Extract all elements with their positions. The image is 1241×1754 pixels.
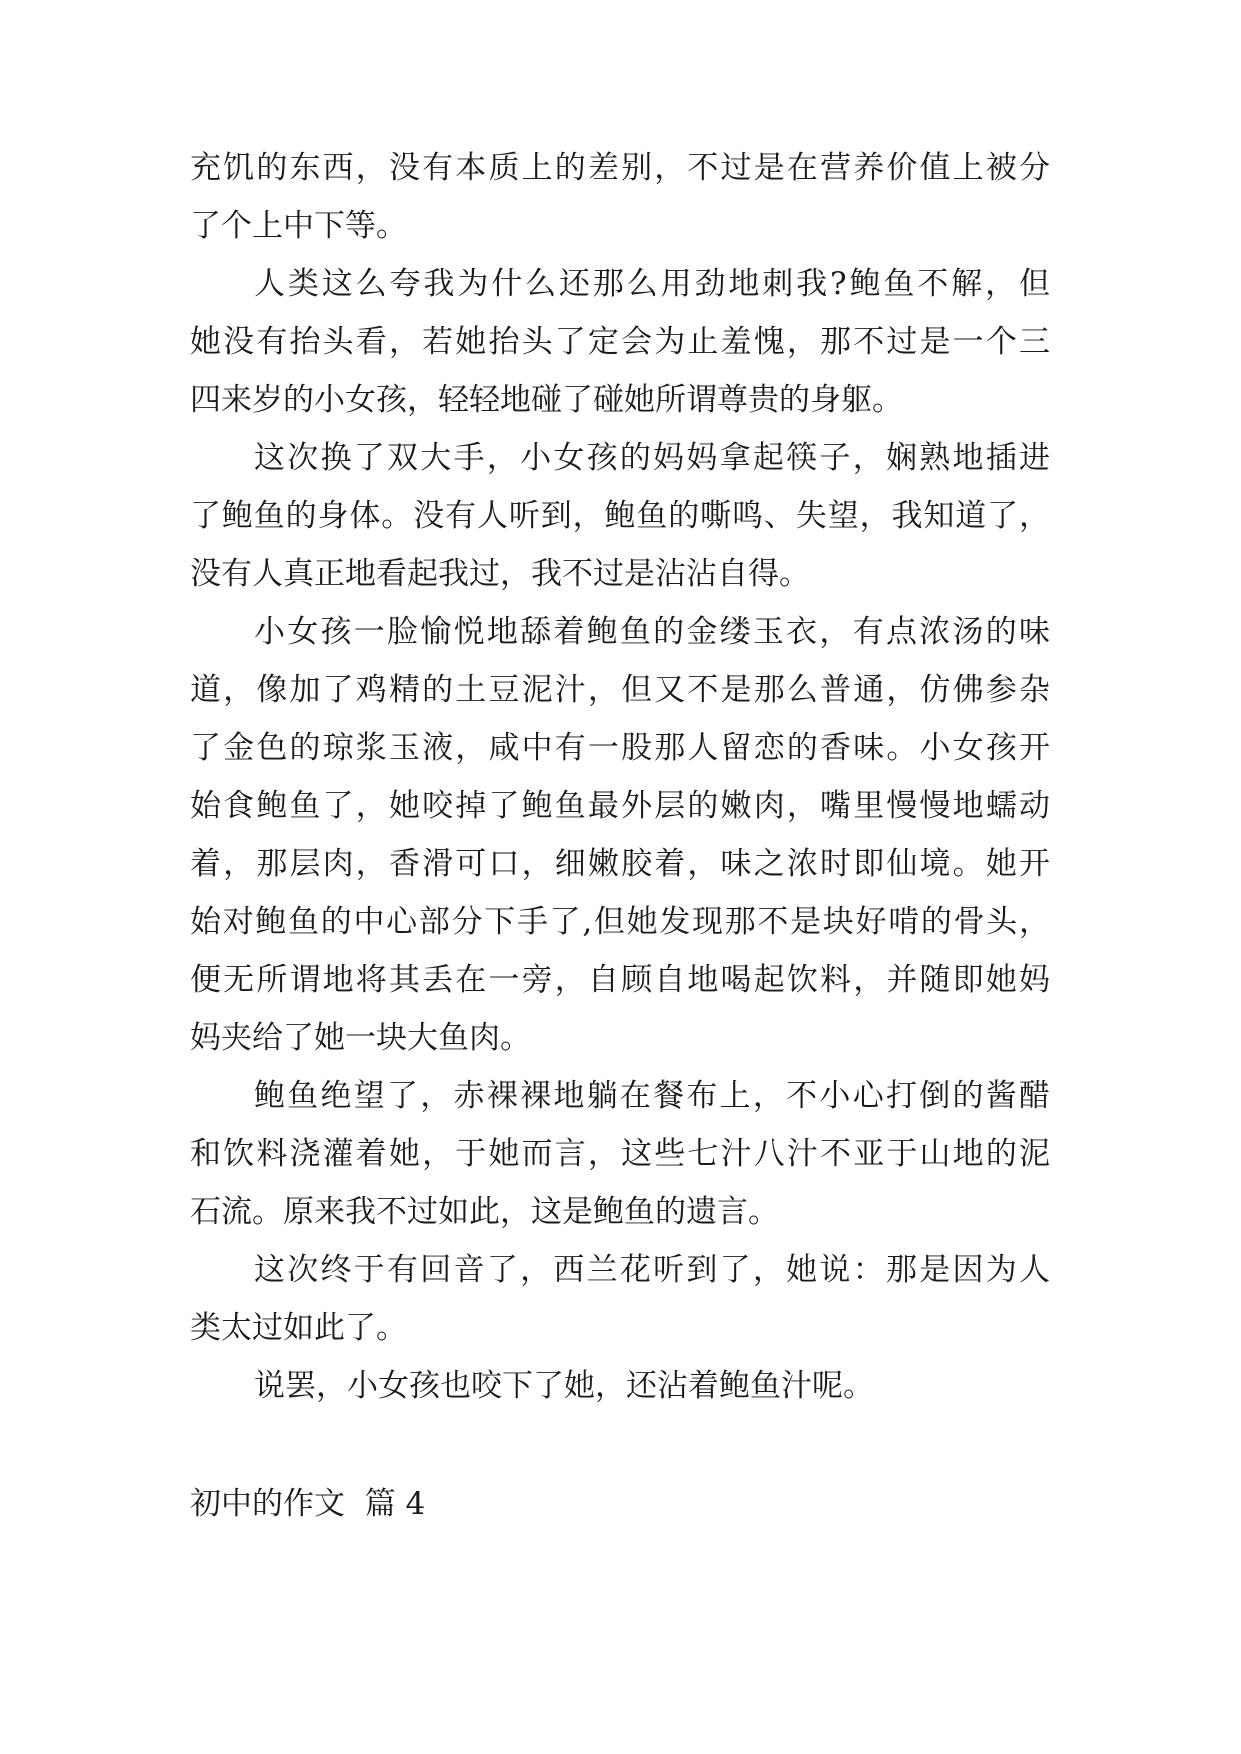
- text-line: 她没有抬头看，若她抬头了定会为止羞愧，那不过是一个三: [190, 324, 1050, 360]
- text-line: 道，像加了鸡精的土豆泥汁，但又不是那么普通，仿佛参杂: [190, 672, 1050, 708]
- paragraph-start-line: 小女孩一脸愉悦地舔着鲍鱼的金缕玉衣，有点浓汤的味: [254, 614, 1050, 650]
- text-line: 没有人真正地看起我过，我不过是沾沾自得。: [190, 556, 810, 592]
- text-line: 四来岁的小女孩，轻轻地碰了碰她所谓尊贵的身躯。: [190, 382, 903, 418]
- text-line: 了鲍鱼的身体。没有人听到，鲍鱼的嘶鸣、失望，我知道了，: [190, 498, 1050, 534]
- paragraph-start-line: 鲍鱼绝望了，赤裸裸地躺在餐布上，不小心打倒的酱醋: [254, 1078, 1050, 1114]
- text-line: 始食鲍鱼了，她咬掉了鲍鱼最外层的嫩肉，嘴里慢慢地蠕动: [190, 788, 1050, 824]
- text-line: 了金色的琼浆玉液，咸中有一股那人留恋的香味。小女孩开: [190, 730, 1050, 766]
- paragraph-start-line: 人类这么夸我为什么还那么用劲地刺我?鲍鱼不解，但: [254, 266, 1050, 302]
- text-line: 妈夹给了她一块大鱼肉。: [190, 1020, 531, 1056]
- text-line: 始对鲍鱼的中心部分下手了,但她发现那不是块好啃的骨头，: [190, 904, 1050, 940]
- text-line: 石流。原来我不过如此，这是鲍鱼的遗言。: [190, 1194, 779, 1230]
- text-line: 类太过如此了。: [190, 1310, 407, 1346]
- paragraph-start-line: 说罢，小女孩也咬下了她，还沾着鲍鱼汁呢。: [254, 1368, 874, 1404]
- text-line: 了个上中下等。: [190, 208, 407, 244]
- paragraph-start-line: 这次终于有回音了，西兰花听到了，她说：那是因为人: [254, 1252, 1050, 1288]
- text-line: 着，那层肉，香滑可口，细嫩胶着，味之浓时即仙境。她开: [190, 846, 1050, 882]
- text-line: 充饥的东西，没有本质上的差别，不过是在营养价值上被分: [190, 150, 1050, 186]
- paragraph-start-line: 这次换了双大手，小女孩的妈妈拿起筷子，娴熟地插进: [254, 440, 1050, 476]
- text-line: 便无所谓地将其丢在一旁，自顾自地喝起饮料，并随即她妈: [190, 962, 1050, 998]
- text-line: 和饮料浇灌着她，于她而言，这些七汁八汁不亚于山地的泥: [190, 1136, 1050, 1172]
- section-heading: 初中的作文 篇 4: [190, 1486, 426, 1522]
